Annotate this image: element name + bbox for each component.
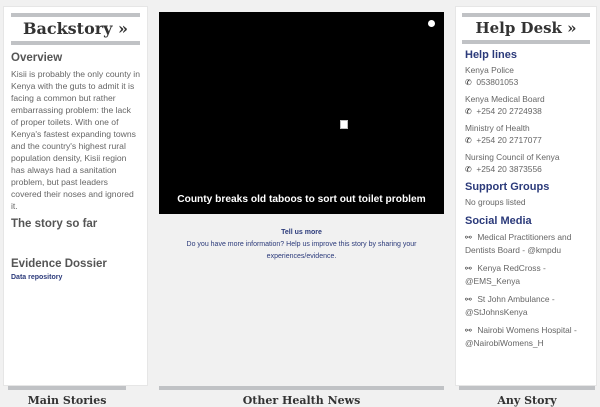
divider [462, 40, 590, 44]
phone-icon: ✆ [465, 164, 472, 174]
tell-us-more-text: Do you have more information? Help us improve this story by sharing your experiences/evidence. [186, 241, 417, 260]
helpline-name: Nursing Council of Kenya [465, 152, 560, 162]
social-link-label: Medical Practitioners and Dentists Board - @kmpdu [465, 231, 572, 255]
helpline-phone[interactable]: +254 20 3873556 [476, 163, 542, 174]
link-icon: ⚯ [465, 232, 472, 242]
record-indicator-icon [428, 20, 435, 27]
helpline-name: Ministry of Health [465, 123, 530, 133]
data-repository-link[interactable]: Data repository [11, 274, 63, 281]
helpdesk-title[interactable]: Help Desk » [475, 19, 577, 37]
link-icon: ⚯ [465, 325, 472, 335]
social-link-label: Nairobi Womens Hospital - @NairobiWomens_H [465, 324, 577, 348]
social-media-heading: Social Media [465, 214, 532, 227]
helpline-item [465, 152, 587, 175]
backstory-panel [3, 6, 148, 386]
social-link[interactable] [465, 324, 587, 350]
social-link[interactable] [465, 231, 587, 257]
helpline-phone[interactable]: +254 20 2717077 [476, 134, 542, 145]
phone-icon: ✆ [465, 106, 472, 116]
story-so-far-heading: The story so far [11, 218, 98, 230]
overview-heading: Overview [11, 52, 63, 64]
support-groups-text: No groups listed [465, 197, 526, 207]
helpline-item [465, 65, 587, 88]
main-stories-title[interactable]: Main Stories [27, 394, 107, 407]
helpdesk-panel [455, 6, 597, 386]
video-caption: County breaks old taboos to sort out toilet problem [177, 194, 426, 205]
social-link-label: Kenya RedCross - @EMS_Kenya [465, 262, 546, 286]
link-icon: ⚯ [465, 294, 472, 304]
backstory-title[interactable]: Backstory » [22, 19, 129, 38]
other-health-news-title[interactable]: Other Health News [242, 394, 361, 407]
helpline-phone[interactable]: +254 20 2724938 [476, 105, 542, 116]
support-groups-heading: Support Groups [465, 181, 550, 193]
social-link-label: St John Ambulance - @StJohnsKenya [465, 293, 555, 317]
broken-image-icon [340, 120, 348, 129]
link-icon: ⚯ [465, 263, 472, 273]
helpline-name: Kenya Police [465, 65, 514, 75]
helpline-item [465, 94, 587, 117]
other-health-news-section [159, 386, 444, 406]
phone-icon: ✆ [465, 135, 472, 145]
any-story-title[interactable]: Any Story [497, 394, 557, 407]
helpline-phone[interactable]: 053801053 [476, 76, 519, 87]
social-link[interactable] [465, 262, 587, 288]
helplines-heading: Help lines [465, 49, 517, 61]
tell-us-more-link[interactable]: Tell us more [281, 229, 322, 236]
overview-text: Kisii is probably the only county in Kenya with the guts to admit it is facing a common but rather embarrassing problem: the lack of proper toilets. With one of Kenya's fastest expanding towns and the country's highest rural population density, Kisii region has always had a sanitation problem, but past leaders covered their noses and ignored it. [11, 69, 140, 211]
helpline-name: Kenya Medical Board [465, 94, 545, 104]
main-stories-section [8, 386, 126, 406]
any-story-section [459, 386, 595, 406]
video-player[interactable] [159, 12, 444, 214]
phone-icon: ✆ [465, 77, 472, 87]
helpline-item [465, 123, 587, 146]
social-link[interactable] [465, 293, 587, 319]
divider [11, 41, 140, 45]
tell-us-more-section [159, 227, 444, 263]
evidence-dossier-heading: Evidence Dossier [11, 258, 107, 270]
